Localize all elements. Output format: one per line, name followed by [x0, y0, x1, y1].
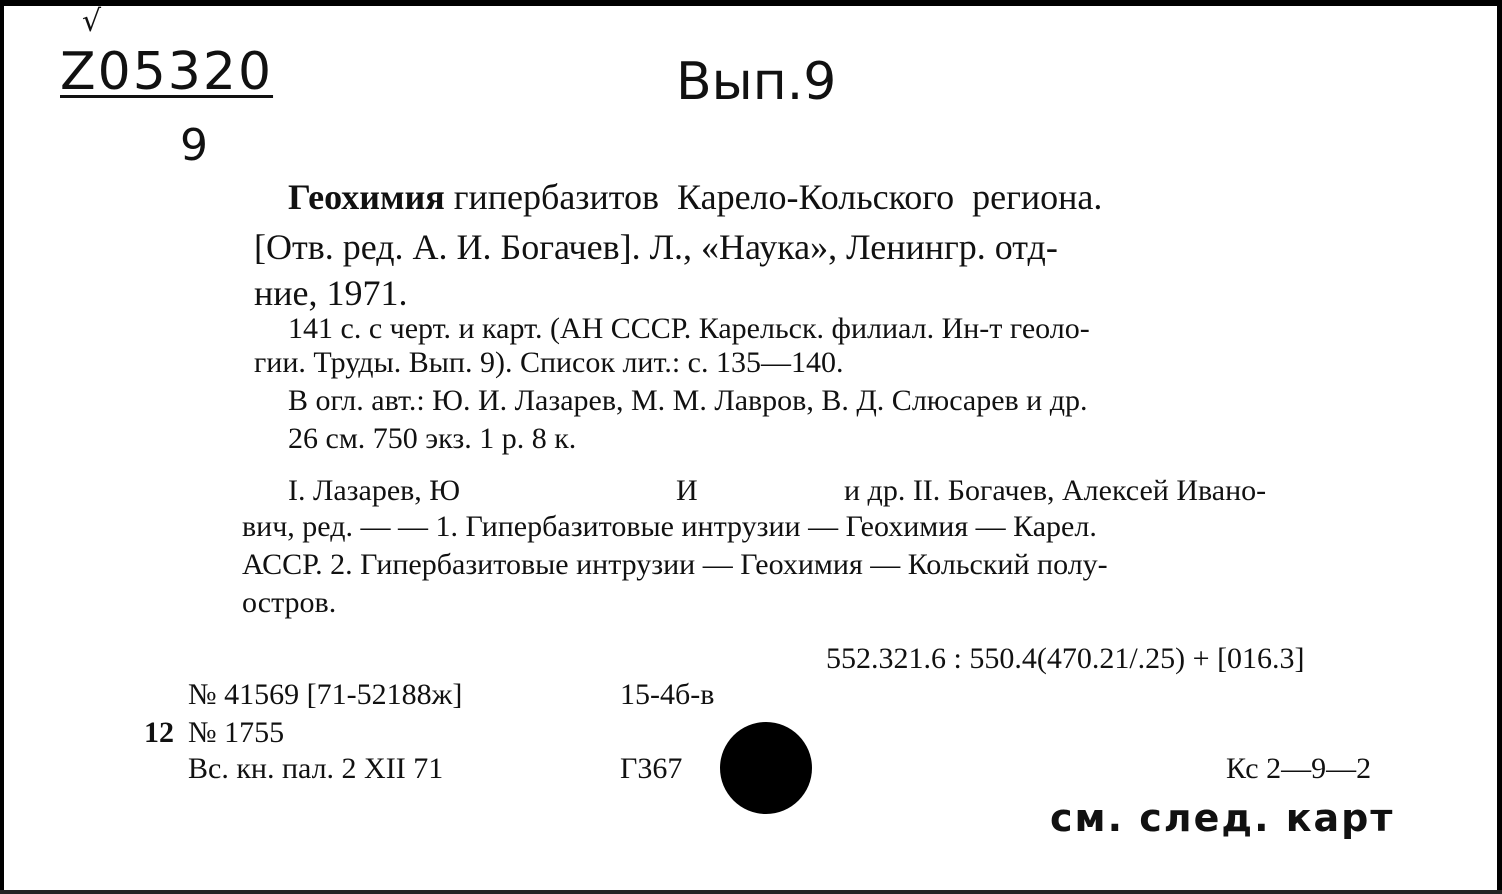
tracing-line-3: АССР. 2. Гипербазитовые интрузии — Геохимия — Кольский полу-: [242, 548, 1108, 581]
title-line-1-rest: гипербазитов Карело-Кольского региона.: [444, 177, 1103, 217]
handwritten-volume-digit: 9: [180, 120, 208, 171]
size-price-line: 26 см. 750 экз. 1 р. 8 к.: [288, 422, 577, 455]
card-bottom-edge: [0, 890, 1502, 894]
handwritten-catalog-number: Z05320: [60, 42, 274, 102]
tracing-line-4: остров.: [242, 586, 337, 619]
title-line-1: [288, 176, 1102, 218]
authors-line: В огл. авт.: Ю. И. Лазарев, М. М. Лавров, В. Д. Слюсарев и др.: [288, 384, 1088, 417]
tracing-line-1c: и др. II. Богачев, Алексей Ивано-: [844, 474, 1267, 507]
tracing-line-2: вич, ред. — — 1. Гипербазитовые интрузии — Геохимия — Карел.: [242, 510, 1097, 543]
second-number: № 1755: [188, 716, 285, 749]
collation-line-2: гии. Труды. Вып. 9). Список лит.: с. 135—140.: [254, 346, 844, 379]
title-line-2: [Отв. ред. А. И. Богачев]. Л., «Наука», Ленингр. отд-: [254, 227, 1058, 267]
copies-prefix: 12: [144, 716, 174, 749]
collation-line-1: 141 с. с черт. и карт. (АН СССР. Карельск. филиал. Ин-т геоло-: [288, 312, 1090, 345]
tracing-line-1a: I. Лазарев, Ю: [288, 474, 461, 507]
handwritten-continued-note: см. след. карт: [1050, 796, 1395, 840]
handwritten-check-mark: √: [82, 4, 102, 39]
handwritten-issue-label: Вып.9: [676, 52, 837, 112]
record-number: № 41569 [71-52188ж]: [188, 678, 463, 711]
location-code: 15-4б-в: [620, 678, 715, 711]
title-bold-word: Геохимия: [288, 177, 445, 217]
card-left-edge: [0, 0, 4, 894]
punch-hole-dot: [720, 722, 812, 814]
udc-classification: 552.321.6 : 550.4(470.21/.25) + [016.3]: [826, 642, 1305, 675]
card-top-edge: [0, 0, 1502, 6]
chamber-date: Вс. кн. пал. 2 XII 71: [188, 752, 444, 785]
title-line-3: ние, 1971.: [254, 273, 408, 313]
g-code: Г367: [620, 752, 683, 785]
tracing-line-1b: И: [676, 474, 698, 507]
ks-code: Кс 2—9—2: [1226, 752, 1372, 785]
card-right-edge: [1497, 0, 1502, 894]
